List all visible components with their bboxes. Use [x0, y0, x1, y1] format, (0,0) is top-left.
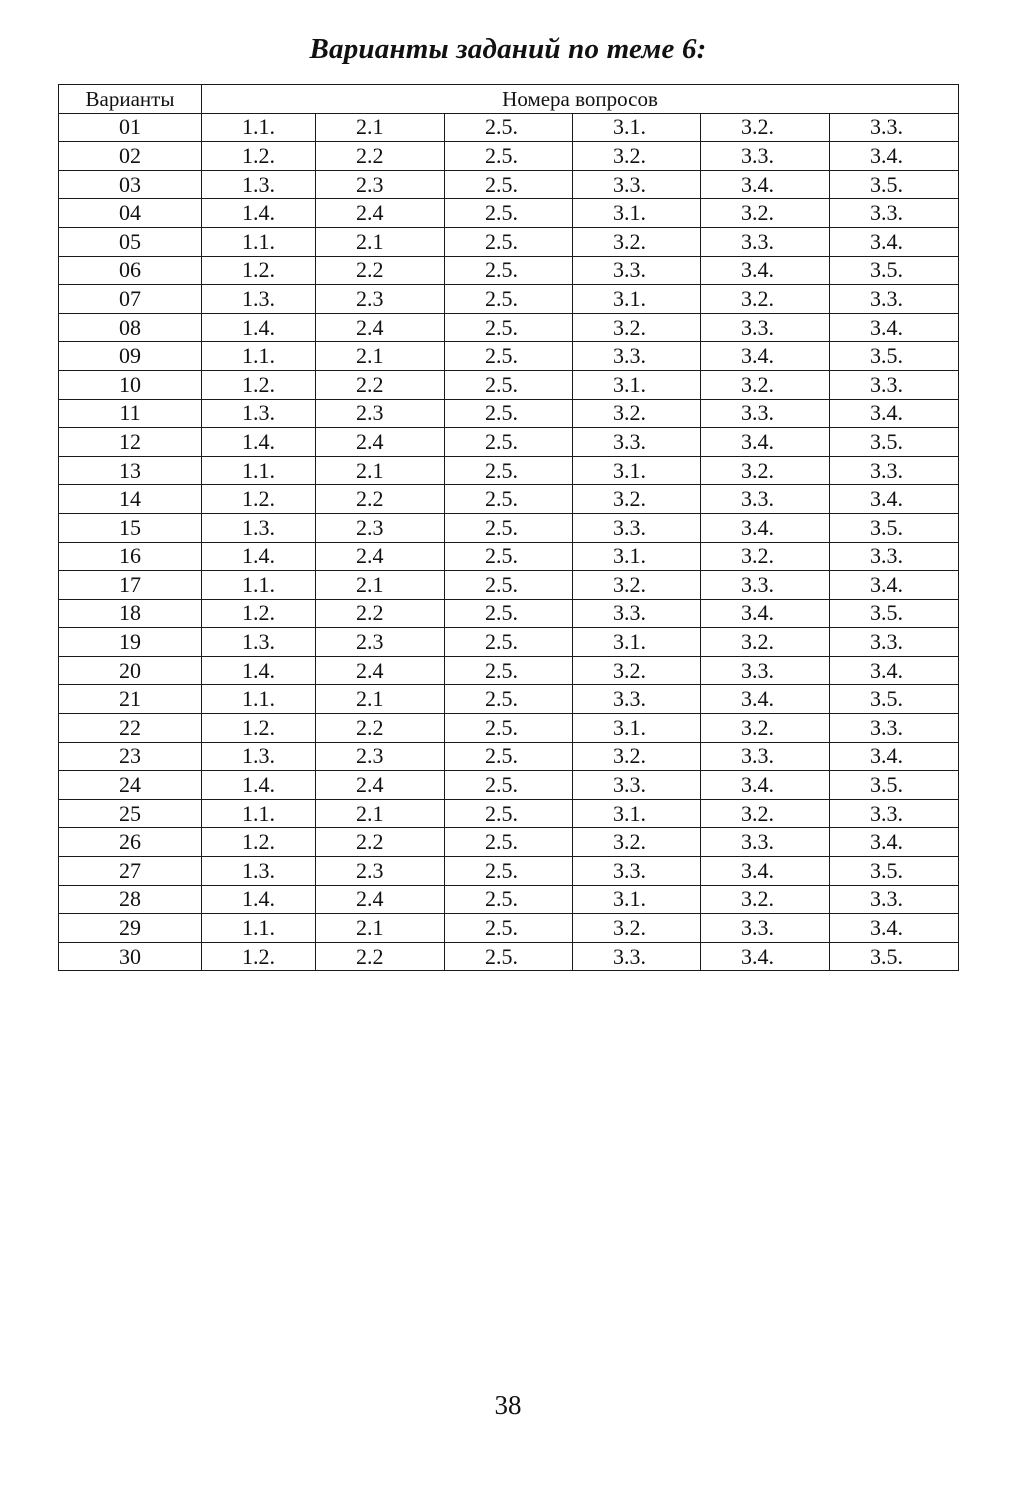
question-number-cell: 3.5.: [830, 256, 959, 285]
question-number-cell: 2.4: [316, 656, 445, 685]
question-number-cell: 2.5.: [445, 599, 573, 628]
question-number-cell: 3.2.: [701, 885, 830, 914]
question-number-cell: 3.3.: [701, 571, 830, 600]
question-number-cell: 1.2.: [202, 485, 316, 514]
question-number-cell: 3.5.: [830, 771, 959, 800]
question-number-cell: 3.3.: [701, 142, 830, 171]
question-number-cell: 1.2.: [202, 142, 316, 171]
question-number-cell: 3.2.: [701, 799, 830, 828]
questions-column-header: Номера вопросов: [202, 85, 959, 114]
question-number-cell: 3.1.: [573, 799, 701, 828]
variant-number-cell: 29: [59, 914, 202, 943]
variant-number-cell: 05: [59, 227, 202, 256]
question-number-cell: 3.5.: [830, 599, 959, 628]
question-number-cell: 2.5.: [445, 742, 573, 771]
question-number-cell: 3.2.: [701, 714, 830, 743]
question-number-cell: 3.3.: [701, 227, 830, 256]
question-number-cell: 3.2.: [701, 456, 830, 485]
question-number-cell: 3.2.: [573, 656, 701, 685]
question-number-cell: 3.5.: [830, 685, 959, 714]
question-number-cell: 1.1.: [202, 342, 316, 371]
question-number-cell: 3.4.: [830, 656, 959, 685]
question-number-cell: 2.1: [316, 914, 445, 943]
table-row: [59, 199, 959, 228]
question-number-cell: 3.4.: [830, 313, 959, 342]
table-row: [59, 714, 959, 743]
question-number-cell: 2.3: [316, 399, 445, 428]
question-number-cell: 2.5.: [445, 828, 573, 857]
question-number-cell: 3.3.: [830, 542, 959, 571]
question-number-cell: 3.4.: [830, 742, 959, 771]
question-number-cell: 2.5.: [445, 542, 573, 571]
question-number-cell: 2.5.: [445, 199, 573, 228]
question-number-cell: 3.2.: [573, 571, 701, 600]
page-title: Варианты заданий по теме 6:: [309, 33, 707, 65]
question-number-cell: 3.1.: [573, 113, 701, 142]
table-row: [59, 370, 959, 399]
variant-number-cell: 30: [59, 942, 202, 971]
variant-number-cell: 12: [59, 428, 202, 457]
variant-number-cell: 10: [59, 370, 202, 399]
question-number-cell: 3.4.: [830, 227, 959, 256]
table-row: [59, 628, 959, 657]
question-number-cell: 3.3.: [830, 370, 959, 399]
question-number-cell: 3.3.: [701, 656, 830, 685]
question-number-cell: 1.4.: [202, 199, 316, 228]
question-number-cell: 2.4: [316, 199, 445, 228]
variant-number-cell: 27: [59, 857, 202, 886]
question-number-cell: 3.3.: [573, 428, 701, 457]
question-number-cell: 2.5.: [445, 142, 573, 171]
question-number-cell: 2.1: [316, 799, 445, 828]
question-number-cell: 1.2.: [202, 370, 316, 399]
table-row: [59, 942, 959, 971]
question-number-cell: 1.3.: [202, 513, 316, 542]
question-number-cell: 2.5.: [445, 656, 573, 685]
table-row: [59, 113, 959, 142]
variant-number-cell: 11: [59, 399, 202, 428]
question-number-cell: 2.4: [316, 542, 445, 571]
question-number-cell: 3.1.: [573, 714, 701, 743]
question-number-cell: 2.5.: [445, 485, 573, 514]
question-number-cell: 3.3.: [701, 742, 830, 771]
table-row: [59, 342, 959, 371]
question-number-cell: 2.4: [316, 885, 445, 914]
table-row: [59, 656, 959, 685]
question-number-cell: 1.3.: [202, 742, 316, 771]
question-number-cell: 1.3.: [202, 857, 316, 886]
variant-number-cell: 24: [59, 771, 202, 800]
variant-number-cell: 20: [59, 656, 202, 685]
question-number-cell: 3.2.: [573, 485, 701, 514]
table-header-row: [59, 85, 959, 114]
question-number-cell: 3.4.: [701, 942, 830, 971]
table-row: [59, 542, 959, 571]
table-row: [59, 885, 959, 914]
question-number-cell: 3.2.: [701, 542, 830, 571]
variant-number-cell: 01: [59, 113, 202, 142]
question-number-cell: 3.4.: [830, 914, 959, 943]
variant-number-cell: 06: [59, 256, 202, 285]
question-number-cell: 2.5.: [445, 285, 573, 314]
question-number-cell: 3.3.: [701, 313, 830, 342]
variant-number-cell: 08: [59, 313, 202, 342]
question-number-cell: 2.1: [316, 685, 445, 714]
table-row: [59, 571, 959, 600]
question-number-cell: 2.1: [316, 571, 445, 600]
question-number-cell: 3.4.: [830, 828, 959, 857]
table-row: [59, 285, 959, 314]
question-number-cell: 3.2.: [573, 227, 701, 256]
question-number-cell: 3.1.: [573, 199, 701, 228]
question-number-cell: 2.5.: [445, 342, 573, 371]
question-number-cell: 2.3: [316, 285, 445, 314]
question-number-cell: 3.2.: [701, 199, 830, 228]
question-number-cell: 1.2.: [202, 256, 316, 285]
question-number-cell: 3.2.: [573, 828, 701, 857]
question-number-cell: 2.2: [316, 599, 445, 628]
question-number-cell: 3.3.: [573, 857, 701, 886]
question-number-cell: 2.5.: [445, 227, 573, 256]
table-row: [59, 685, 959, 714]
question-number-cell: 1.4.: [202, 771, 316, 800]
question-number-cell: 3.4.: [701, 513, 830, 542]
table-row: [59, 456, 959, 485]
question-number-cell: 2.5.: [445, 685, 573, 714]
question-number-cell: 3.1.: [573, 370, 701, 399]
question-number-cell: 3.1.: [573, 885, 701, 914]
question-number-cell: 2.4: [316, 313, 445, 342]
question-number-cell: 2.3: [316, 170, 445, 199]
question-number-cell: 1.1.: [202, 456, 316, 485]
variant-number-cell: 28: [59, 885, 202, 914]
question-number-cell: 3.3.: [830, 199, 959, 228]
question-number-cell: 3.3.: [830, 885, 959, 914]
table-row: [59, 828, 959, 857]
table-row: [59, 914, 959, 943]
question-number-cell: 3.3.: [573, 513, 701, 542]
question-number-cell: 1.4.: [202, 428, 316, 457]
question-number-cell: 3.3.: [573, 170, 701, 199]
question-number-cell: 2.5.: [445, 513, 573, 542]
question-number-cell: 2.5.: [445, 170, 573, 199]
table-row: [59, 485, 959, 514]
question-number-cell: 3.3.: [701, 399, 830, 428]
variants-table: [58, 84, 959, 971]
question-number-cell: 3.5.: [830, 170, 959, 199]
variant-number-cell: 15: [59, 513, 202, 542]
question-number-cell: 2.2: [316, 828, 445, 857]
question-number-cell: 3.2.: [573, 142, 701, 171]
question-number-cell: 3.5.: [830, 428, 959, 457]
question-number-cell: 2.2: [316, 485, 445, 514]
question-number-cell: 2.4: [316, 771, 445, 800]
question-number-cell: 1.2.: [202, 599, 316, 628]
variant-number-cell: 02: [59, 142, 202, 171]
question-number-cell: 3.5.: [830, 513, 959, 542]
question-number-cell: 1.1.: [202, 914, 316, 943]
question-number-cell: 3.4.: [830, 142, 959, 171]
variant-number-cell: 16: [59, 542, 202, 571]
variant-number-cell: 18: [59, 599, 202, 628]
question-number-cell: 3.3.: [701, 485, 830, 514]
table-row: [59, 227, 959, 256]
variant-number-cell: 17: [59, 571, 202, 600]
variant-number-cell: 23: [59, 742, 202, 771]
question-number-cell: 3.2.: [573, 313, 701, 342]
table-row: [59, 142, 959, 171]
question-number-cell: 1.1.: [202, 571, 316, 600]
question-number-cell: 2.1: [316, 456, 445, 485]
question-number-cell: 1.2.: [202, 942, 316, 971]
question-number-cell: 3.2.: [701, 285, 830, 314]
question-number-cell: 1.1.: [202, 685, 316, 714]
question-number-cell: 2.1: [316, 342, 445, 371]
table-row: [59, 399, 959, 428]
question-number-cell: 2.5.: [445, 885, 573, 914]
question-number-cell: 1.3.: [202, 399, 316, 428]
table-row: [59, 170, 959, 199]
question-number-cell: 3.3.: [573, 685, 701, 714]
variant-number-cell: 26: [59, 828, 202, 857]
question-number-cell: 3.3.: [573, 342, 701, 371]
question-number-cell: 3.2.: [573, 914, 701, 943]
question-number-cell: 3.4.: [830, 485, 959, 514]
question-number-cell: 3.4.: [701, 256, 830, 285]
question-number-cell: 3.1.: [573, 456, 701, 485]
question-number-cell: 1.3.: [202, 628, 316, 657]
question-number-cell: 3.3.: [830, 799, 959, 828]
question-number-cell: 3.1.: [573, 542, 701, 571]
variant-number-cell: 22: [59, 714, 202, 743]
question-number-cell: 3.3.: [830, 285, 959, 314]
question-number-cell: 1.4.: [202, 313, 316, 342]
variant-number-cell: 25: [59, 799, 202, 828]
table-row: [59, 857, 959, 886]
variants-column-header: Варианты: [59, 85, 202, 114]
question-number-cell: 2.3: [316, 513, 445, 542]
variant-number-cell: 21: [59, 685, 202, 714]
question-number-cell: 3.5.: [830, 857, 959, 886]
variant-number-cell: 03: [59, 170, 202, 199]
question-number-cell: 2.2: [316, 714, 445, 743]
question-number-cell: 3.2.: [701, 370, 830, 399]
question-number-cell: 2.5.: [445, 714, 573, 743]
question-number-cell: 3.2.: [701, 628, 830, 657]
question-number-cell: 3.3.: [830, 628, 959, 657]
table-row: [59, 771, 959, 800]
question-number-cell: 2.1: [316, 113, 445, 142]
question-number-cell: 1.3.: [202, 285, 316, 314]
question-number-cell: 2.2: [316, 256, 445, 285]
question-number-cell: 3.4.: [830, 399, 959, 428]
question-number-cell: 2.5.: [445, 313, 573, 342]
question-number-cell: 3.4.: [701, 857, 830, 886]
question-number-cell: 2.1: [316, 227, 445, 256]
question-number-cell: 2.5.: [445, 799, 573, 828]
question-number-cell: 3.4.: [830, 571, 959, 600]
question-number-cell: 1.4.: [202, 542, 316, 571]
variant-number-cell: 04: [59, 199, 202, 228]
question-number-cell: 2.5.: [445, 113, 573, 142]
question-number-cell: 3.4.: [701, 685, 830, 714]
question-number-cell: 1.1.: [202, 113, 316, 142]
question-number-cell: 2.3: [316, 857, 445, 886]
question-number-cell: 3.4.: [701, 599, 830, 628]
table-row: [59, 599, 959, 628]
question-number-cell: 3.2.: [701, 113, 830, 142]
question-number-cell: 2.5.: [445, 628, 573, 657]
variant-number-cell: 09: [59, 342, 202, 371]
question-number-cell: 3.3.: [573, 599, 701, 628]
question-number-cell: 1.1.: [202, 799, 316, 828]
question-number-cell: 1.1.: [202, 227, 316, 256]
variant-number-cell: 19: [59, 628, 202, 657]
question-number-cell: 3.3.: [830, 714, 959, 743]
question-number-cell: 2.5.: [445, 571, 573, 600]
question-number-cell: 3.1.: [573, 628, 701, 657]
question-number-cell: 3.4.: [701, 771, 830, 800]
question-number-cell: 3.2.: [573, 399, 701, 428]
table-row: [59, 313, 959, 342]
question-number-cell: 2.3: [316, 742, 445, 771]
question-number-cell: 3.2.: [573, 742, 701, 771]
question-number-cell: 3.5.: [830, 342, 959, 371]
variant-number-cell: 13: [59, 456, 202, 485]
question-number-cell: 1.4.: [202, 656, 316, 685]
question-number-cell: 2.3: [316, 628, 445, 657]
question-number-cell: 3.3.: [573, 256, 701, 285]
page-number: 38: [494, 1390, 522, 1420]
question-number-cell: 1.2.: [202, 828, 316, 857]
question-number-cell: 2.5.: [445, 914, 573, 943]
question-number-cell: 2.5.: [445, 256, 573, 285]
question-number-cell: 2.5.: [445, 771, 573, 800]
table-row: [59, 428, 959, 457]
question-number-cell: 2.5.: [445, 942, 573, 971]
question-number-cell: 1.4.: [202, 885, 316, 914]
question-number-cell: 1.3.: [202, 170, 316, 199]
question-number-cell: 3.1.: [573, 285, 701, 314]
question-number-cell: 3.3.: [573, 771, 701, 800]
question-number-cell: 2.5.: [445, 370, 573, 399]
question-number-cell: 3.3.: [573, 942, 701, 971]
question-number-cell: 3.5.: [830, 942, 959, 971]
question-number-cell: 2.5.: [445, 428, 573, 457]
question-number-cell: 3.3.: [830, 456, 959, 485]
variant-number-cell: 07: [59, 285, 202, 314]
variant-number-cell: 14: [59, 485, 202, 514]
question-number-cell: 2.5.: [445, 399, 573, 428]
question-number-cell: 3.3.: [830, 113, 959, 142]
question-number-cell: 2.4: [316, 428, 445, 457]
question-number-cell: 3.4.: [701, 428, 830, 457]
question-number-cell: 3.4.: [701, 342, 830, 371]
question-number-cell: 3.3.: [701, 914, 830, 943]
question-number-cell: 2.2: [316, 942, 445, 971]
table-row: [59, 513, 959, 542]
table-row: [59, 742, 959, 771]
table-body: [59, 113, 959, 971]
question-number-cell: 2.5.: [445, 456, 573, 485]
question-number-cell: 2.2: [316, 370, 445, 399]
question-number-cell: 1.2.: [202, 714, 316, 743]
table-row: [59, 799, 959, 828]
table-row: [59, 256, 959, 285]
question-number-cell: 2.5.: [445, 857, 573, 886]
question-number-cell: 3.3.: [701, 828, 830, 857]
question-number-cell: 3.4.: [701, 170, 830, 199]
question-number-cell: 2.2: [316, 142, 445, 171]
